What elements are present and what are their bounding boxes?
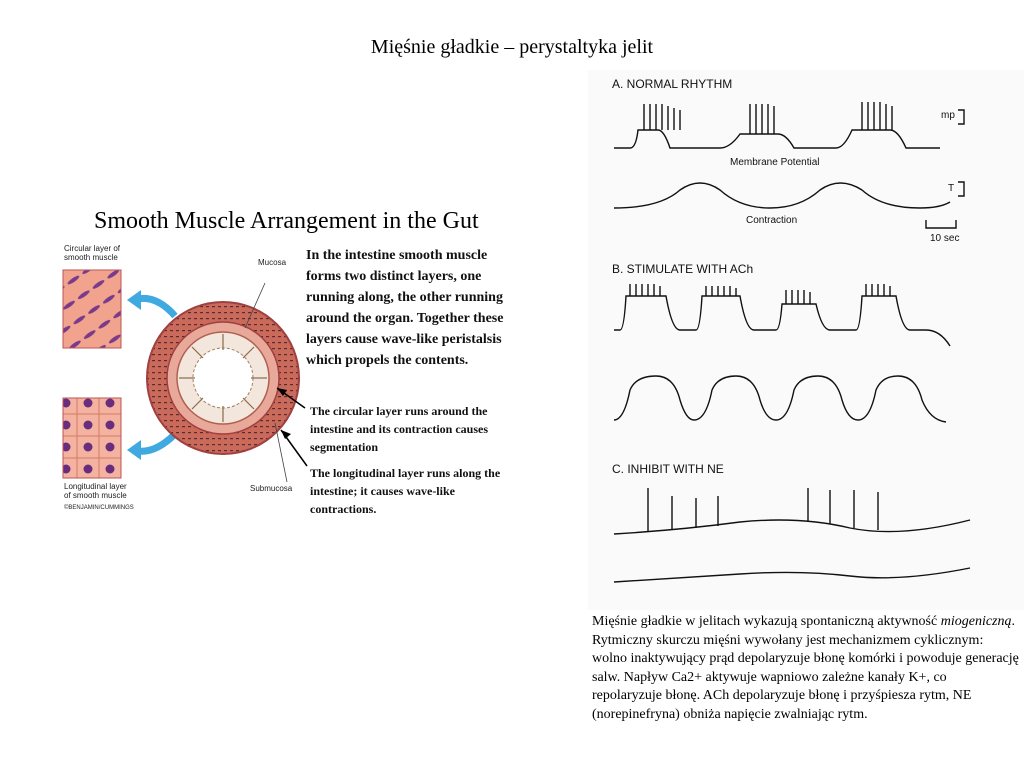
intestine-description: In the intestine smooth muscle forms two distinct layers, one running along, the other running around the organ. Together these layers cause wave-like peristalsis which propels the contents. <box>306 248 504 368</box>
panel-b-label: B. STIMULATE WITH ACh <box>612 262 754 276</box>
trace-b-contraction <box>614 376 946 422</box>
tension-label: T <box>948 183 955 194</box>
contraction-label: Contraction <box>746 215 798 226</box>
caption-italic: miogeniczną <box>940 614 1012 629</box>
scale-bar <box>926 220 956 228</box>
longitudinal-layer-label: Longitudinal layer of smooth muscle <box>64 482 127 500</box>
caption-part1: Mięśnie gładkie w jelitach wykazują spontaniczną aktywność <box>592 614 941 629</box>
trace-a-spikes-2 <box>750 104 774 134</box>
mucosa-label: Mucosa <box>258 258 287 267</box>
panel-a-label: A. NORMAL RHYTHM <box>612 77 733 91</box>
caption-text <box>592 613 1020 724</box>
trace-b-membrane <box>614 296 950 346</box>
trace-c-contraction <box>614 568 970 582</box>
trace-a-spikes-3 <box>862 102 892 130</box>
panel-c-label: C. INHIBIT WITH NE <box>612 462 724 476</box>
longitudinal-layer-description: The longitudinal layer runs along the intestine; it causes wave-like contractions. <box>310 466 501 516</box>
circular-layer-label: Circular layer of smooth muscle <box>64 244 121 262</box>
longitudinal-layer-inset <box>63 398 121 478</box>
trace-b-spikes <box>630 284 890 304</box>
trace-a-membrane <box>614 130 940 148</box>
membrane-potential-label: Membrane Potential <box>730 157 820 168</box>
circular-layer-description: The circular layer runs around the intestine and its contraction causes segmentation <box>310 404 488 454</box>
circular-layer-inset <box>63 270 121 348</box>
caption-part2: . Rytmiczny skurczu mięśni wywołany jest mechanizmem cyklicznym: wolno inaktywujący prąd depolaryzuje błonę komórki i powoduje generację salw. Napływ Ca2+ aktywuje wapniowo zależne kanały K+, co repolaryzuje błonę. ACh depolaryzuje błonę i przyśpiesza rytm, NE (norepinefryna) obniża napięcie zwalniając rytm. <box>592 614 1019 722</box>
trace-a-contraction <box>614 183 950 208</box>
trace-a-spikes-1 <box>644 104 680 130</box>
trace-c-spikes <box>648 488 878 532</box>
scale-bar-label: 10 sec <box>930 233 960 244</box>
trace-c-membrane <box>614 520 970 534</box>
recording-traces <box>600 90 980 590</box>
credit-label: ©BENJAMIN/CUMMINGS <box>64 505 134 511</box>
slide-title: Mięśnie gładkie – perystaltyka jelit <box>370 36 654 58</box>
figure-title: Smooth Muscle Arrangement in the Gut <box>94 208 479 234</box>
mp-label: mp <box>941 110 955 121</box>
submucosa-label: Submucosa <box>250 484 293 493</box>
